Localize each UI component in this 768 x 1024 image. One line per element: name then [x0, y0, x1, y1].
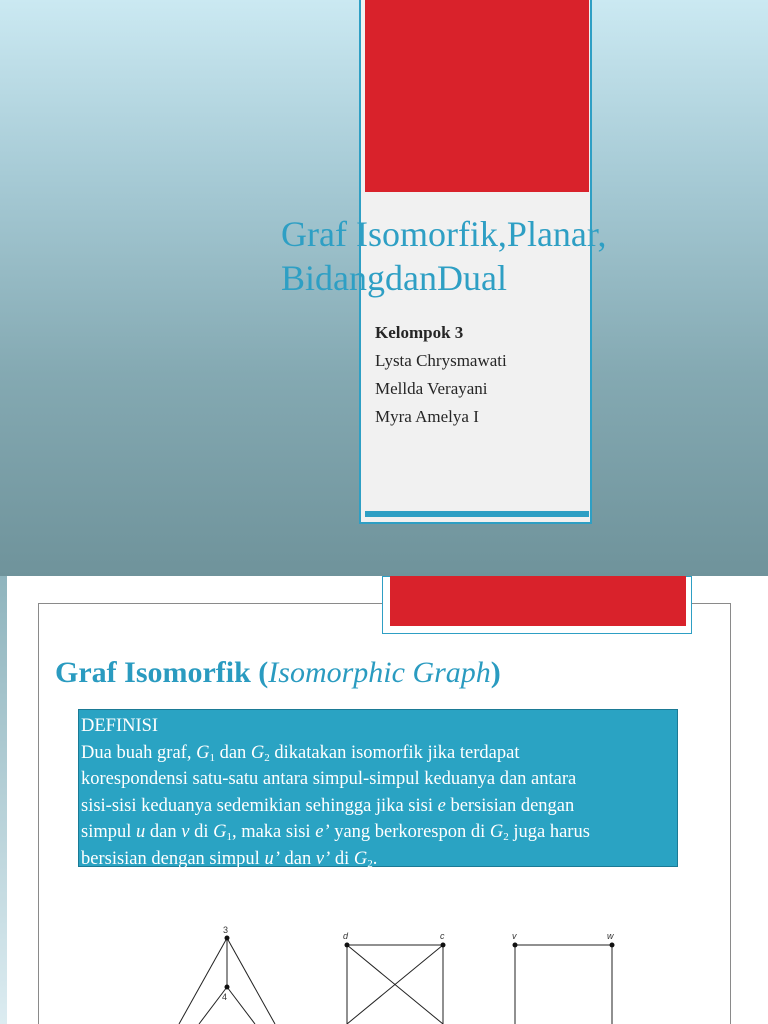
math-var: G: [213, 822, 227, 842]
definition-line-1: [81, 740, 677, 767]
red-accent-block: [390, 576, 686, 626]
red-accent-block: [365, 0, 589, 192]
math-var: G: [353, 848, 368, 869]
definition-line-2: korespondensi satu-satu antara simpul-simpul keduanya dan antara: [81, 769, 577, 789]
graph-vertex: [225, 985, 230, 990]
definition-box: [78, 709, 678, 870]
graph-vertex: [225, 936, 230, 941]
member-name: Lysta Chrysmawati: [375, 351, 507, 370]
math-var: e: [437, 795, 446, 816]
math-subscript: 2: [503, 831, 509, 843]
math-subscript: 1: [226, 831, 232, 843]
math-var: u: [136, 822, 146, 842]
text-run: dikatakan isomorfik jika terdapat: [269, 742, 520, 763]
text-run: simpul: [81, 822, 136, 842]
vertex-label: 4: [222, 992, 228, 1002]
text-run: dan: [279, 848, 316, 869]
section-heading: [55, 656, 501, 690]
graph-diagrams: [0, 921, 768, 1024]
vertex-label: 3: [223, 925, 229, 935]
math-var: e’: [315, 822, 330, 842]
text-run: dan: [214, 742, 251, 763]
member-name: Myra Amelya I: [375, 407, 479, 426]
graph-g1: [179, 925, 275, 1024]
vertex-label: v: [512, 931, 517, 941]
graph-vertex: [345, 943, 350, 948]
graph-g2: [343, 931, 446, 1024]
definition-line-3: [81, 793, 677, 820]
author-list: [375, 319, 507, 431]
vertex-label: c: [440, 931, 445, 941]
heading-italic-text: Isomorphic Graph: [268, 656, 491, 689]
graph-vertex: [441, 943, 446, 948]
text-run: di: [330, 848, 354, 869]
text-run: yang berkorespon di: [329, 822, 490, 842]
text-run: bersisian dengan: [445, 795, 575, 816]
text-run: di: [189, 822, 214, 842]
math-subscript: 1: [209, 751, 215, 764]
text-run: juga harus: [508, 822, 590, 842]
member-name: Mellda Verayani: [375, 379, 488, 398]
slide-title: [281, 212, 761, 300]
graph-edge: [227, 987, 255, 1024]
text-run: bersisian dengan simpul: [81, 848, 265, 869]
math-var: G: [250, 742, 265, 763]
graph-edge: [179, 938, 227, 1024]
slide-title-line-1: Graf Isomorfik,Planar,: [281, 214, 607, 254]
blue-accent-bar: [365, 511, 589, 517]
vertex-label: w: [607, 931, 614, 941]
text-run: dan: [145, 822, 182, 842]
text-run: Dua buah graf,: [81, 742, 197, 763]
group-name: Kelompok 3: [375, 323, 464, 342]
definition-line-5: [81, 846, 677, 873]
text-run: , maka sisi: [231, 822, 316, 842]
math-var: G: [489, 822, 504, 842]
math-var: u’: [264, 848, 280, 869]
definition-label: DEFINISI: [81, 716, 159, 736]
math-var: v: [181, 822, 190, 842]
math-subscript: 2: [264, 751, 270, 764]
math-subscript: 2: [367, 857, 373, 870]
content-slide: [0, 576, 768, 1024]
slide-title-line-2: BidangdanDual: [281, 258, 507, 298]
text-run: .: [372, 848, 378, 869]
vertex-label: d: [343, 931, 349, 941]
math-var: G: [196, 742, 210, 763]
text-run: sisi-sisi keduanya sedemikian sehingga jika sisi: [81, 795, 438, 816]
heading-text: Graf Isomorfik (: [55, 656, 269, 689]
graph-vertex: [513, 943, 518, 948]
heading-close: ): [490, 656, 501, 689]
graph-g3: [512, 931, 615, 1024]
definition-line-4: [81, 819, 677, 846]
graph-vertex: [610, 943, 615, 948]
math-var: v’: [315, 848, 331, 869]
graph-edge: [227, 938, 275, 1024]
